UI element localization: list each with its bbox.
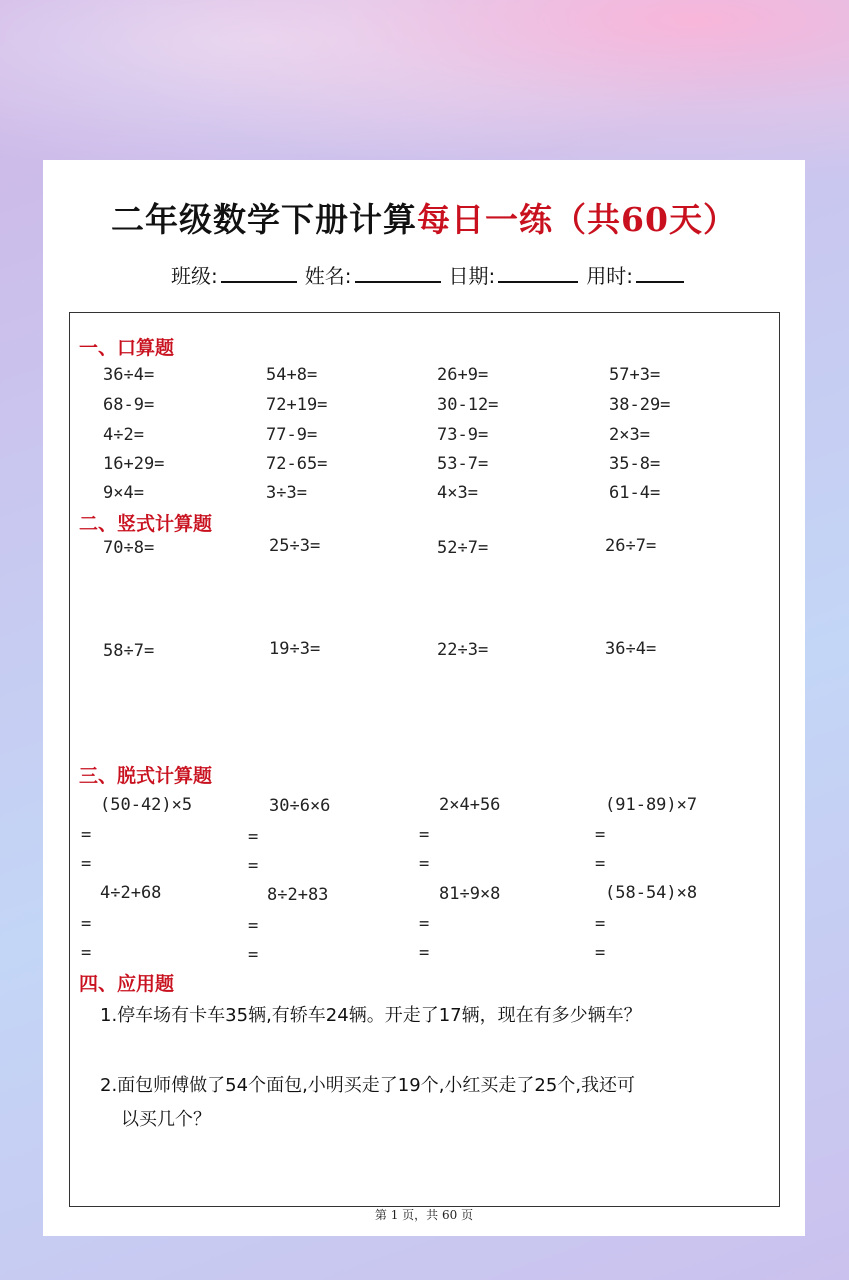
vertical-problem: 36÷4= xyxy=(605,639,657,659)
stepwise-problem: 4÷2+68 xyxy=(100,883,162,903)
section-vertical-heading: 二、竖式计算题 xyxy=(79,513,213,535)
equals-sign: = xyxy=(595,825,606,845)
oral-problem: 53-7= xyxy=(437,454,489,474)
title-red-part: 每日一练（共60天） xyxy=(417,200,737,239)
time-label: 用时: xyxy=(586,264,633,288)
oral-problem: 36÷4= xyxy=(103,365,155,385)
time-blank[interactable] xyxy=(636,263,684,283)
oral-problem: 26+9= xyxy=(437,365,489,385)
oral-problem: 72-65= xyxy=(266,454,328,474)
oral-problem: 9×4= xyxy=(103,483,144,503)
vertical-problem: 26÷7= xyxy=(605,536,657,556)
info-fields xyxy=(171,260,771,289)
word-problem-2-line-1: 2.面包师傅做了54个面包,小明买走了19个,小红买走了25个,我还可 xyxy=(100,1075,636,1096)
equals-sign: = xyxy=(419,914,430,934)
oral-problem: 68-9= xyxy=(103,395,155,415)
title-black-part: 二年级数学下册计算 xyxy=(111,200,418,239)
oral-problem: 4×3= xyxy=(437,483,478,503)
class-label: 班级: xyxy=(171,264,218,288)
date-blank[interactable] xyxy=(498,263,578,283)
oral-problem: 77-9= xyxy=(266,425,318,445)
oral-problem: 38-29= xyxy=(609,395,671,415)
oral-problem: 73-9= xyxy=(437,425,489,445)
page-footer: 第 1 页，共 60 页 xyxy=(374,1208,474,1222)
equals-sign: = xyxy=(419,854,430,874)
exercise-box xyxy=(69,312,780,1207)
vertical-problem: 19÷3= xyxy=(269,639,321,659)
equals-sign: = xyxy=(248,945,259,965)
vertical-problem: 52÷7= xyxy=(437,538,489,558)
name-label: 姓名: xyxy=(304,264,352,288)
worksheet-title xyxy=(43,194,805,241)
equals-sign: = xyxy=(595,943,606,963)
word-problem-1: 1.停车场有卡车35辆,有轿车24辆。开走了17辆，现在有多少辆车？ xyxy=(100,1005,642,1026)
equals-sign: = xyxy=(419,825,430,845)
stepwise-problem: 81÷9×8 xyxy=(439,884,501,904)
oral-problem: 54+8= xyxy=(266,365,318,385)
section-stepwise-heading: 三、脱式计算题 xyxy=(79,765,213,787)
equals-sign: = xyxy=(81,854,92,874)
section-oral-heading: 一、口算题 xyxy=(79,337,175,359)
equals-sign: = xyxy=(248,916,259,936)
word-problem-2-line-2: 以买几个？ xyxy=(121,1109,211,1130)
vertical-problem: 22÷3= xyxy=(437,640,489,660)
equals-sign: = xyxy=(81,943,92,963)
class-blank[interactable] xyxy=(221,263,297,283)
stepwise-problem: (58-54)×8 xyxy=(605,883,698,903)
name-blank[interactable] xyxy=(355,263,441,283)
worksheet-page xyxy=(43,160,805,1236)
equals-sign: = xyxy=(248,856,259,876)
date-label: 日期: xyxy=(448,264,496,288)
equals-sign: = xyxy=(595,914,606,934)
stepwise-problem: (91-89)×7 xyxy=(605,795,698,815)
oral-problem: 16+29= xyxy=(103,454,165,474)
oral-problem: 2×3= xyxy=(609,425,650,445)
equals-sign: = xyxy=(81,825,92,845)
oral-problem: 61-4= xyxy=(609,483,661,503)
stepwise-problem: 30÷6×6 xyxy=(269,796,331,816)
equals-sign: = xyxy=(248,827,259,847)
oral-problem: 3÷3= xyxy=(266,483,307,503)
equals-sign: = xyxy=(419,943,430,963)
oral-problem: 57+3= xyxy=(609,365,661,385)
section-word-heading: 四、应用题 xyxy=(79,973,175,995)
oral-problem: 72+19= xyxy=(266,395,328,415)
oral-problem: 35-8= xyxy=(609,454,661,474)
equals-sign: = xyxy=(595,854,606,874)
stepwise-problem: (50-42)×5 xyxy=(100,795,193,815)
vertical-problem: 25÷3= xyxy=(269,536,321,556)
stepwise-problem: 8÷2+83 xyxy=(267,885,329,905)
oral-problem: 4÷2= xyxy=(103,425,144,445)
vertical-problem: 58÷7= xyxy=(103,641,155,661)
oral-problem: 30-12= xyxy=(437,395,499,415)
stepwise-problem: 2×4+56 xyxy=(439,795,501,815)
equals-sign: = xyxy=(81,914,92,934)
vertical-problem: 70÷8= xyxy=(103,538,155,558)
